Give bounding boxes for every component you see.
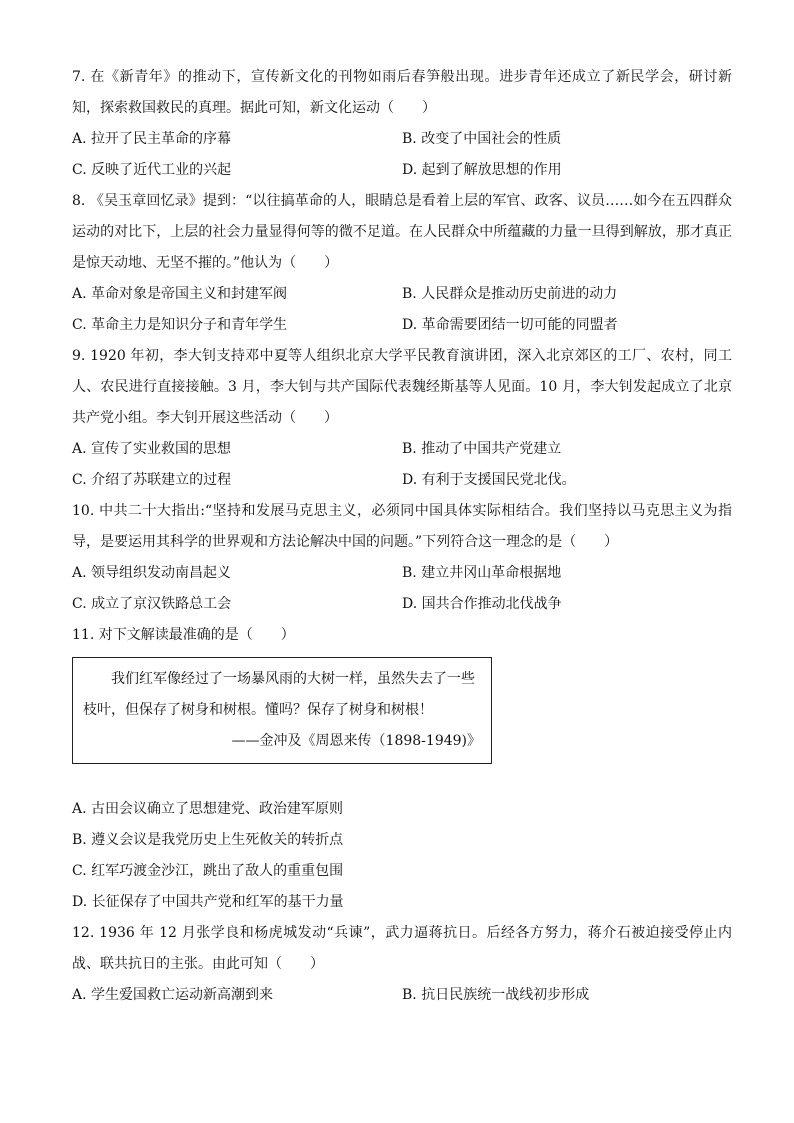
option-a: A. 革命对象是帝国主义和封建军阀	[72, 286, 288, 302]
quote-text: 我们红军像经过了一场暴风雨的大树一样，虽然失去了一些枝叶，但保存了树身和树根。懂吗？保存了树身和树根！	[83, 671, 475, 718]
option-d: D. 国共合作推动北伐战争	[402, 596, 562, 612]
question-9	[72, 341, 732, 496]
option-c: C. 反映了近代工业的兴起	[72, 162, 232, 178]
option-list	[72, 980, 732, 1011]
quote-source: ——金冲及《周恩来传（1898-1949)》	[231, 733, 481, 749]
option-list	[72, 794, 732, 918]
option-b: B. 改变了中国社会的性质	[402, 131, 562, 147]
question-11	[72, 620, 732, 918]
question-stem: 9. 1920 年初，李大钊支持邓中夏等人组织北京大学平民教育演讲团，深入北京郊区的工厂、农村，同工人、农民进行直接接触。3 月，李大钊与共产国际代表魏经斯基等人见面。10 月，李大钊发起成立了北京共产党小组。李大钊开展这些活动（ ）	[72, 348, 732, 426]
option-c: C. 介绍了苏联建立的过程	[72, 472, 232, 488]
option-list	[72, 124, 732, 186]
option-c: C. 红军巧渡金沙江，跳出了敌人的重重包围	[72, 863, 344, 879]
option-c: C. 成立了京汉铁路总工会	[72, 596, 232, 612]
option-b: B. 人民群众是推动历史前进的动力	[402, 286, 618, 302]
option-a: A. 古田会议确立了思想建党、政治建军原则	[72, 801, 344, 817]
option-a: A. 拉开了民主革命的序幕	[72, 131, 232, 147]
question-12	[72, 918, 732, 1011]
option-d: D. 有利于支援国民党北伐。	[402, 472, 576, 488]
question-stem: 12. 1936 年 12 月张学良和杨虎城发动“兵谏”，武力逼蒋抗日。后经各方努力，蒋介石被迫接受停止内战、联共抗日的主张。由此可知（ ）	[72, 925, 732, 972]
question-stem: 11. 对下文解读最准确的是（ ）	[72, 627, 295, 643]
option-a: A. 学生爱国救亡运动新高潮到来	[72, 987, 274, 1003]
option-d: D. 革命需要团结一切可能的同盟者	[402, 317, 618, 333]
quote-box	[72, 657, 492, 764]
option-b: B. 抗日民族统一战线初步形成	[402, 987, 590, 1003]
option-b: B. 遵义会议是我党历史上生死攸关的转折点	[72, 832, 344, 848]
question-stem: 7. 在《新青年》的推动下，宣传新文化的刊物如雨后春笋般出现。进步青年还成立了新民学会，研讨新知，探索救国救民的真理。据此可知，新文化运动（ ）	[72, 69, 732, 116]
question-7	[72, 62, 732, 186]
question-stem: 10. 中共二十大指出:“坚持和发展马克思主义，必须同中国具体实际相结合。我们坚持以马克思主义为指导，是要运用其科学的世界观和方法论解决中国的问题。”下列符合这一理念的是（ ）	[72, 503, 732, 550]
option-list	[72, 434, 732, 496]
option-d: D. 起到了解放思想的作用	[402, 162, 562, 178]
option-b: B. 建立井冈山革命根据地	[402, 565, 562, 581]
question-8	[72, 186, 732, 341]
exam-page	[72, 62, 732, 1011]
option-b: B. 推动了中国共产党建立	[402, 441, 562, 457]
option-d: D. 长征保存了中国共产党和红军的基干力量	[72, 894, 344, 910]
option-a: A. 领导组织发动南昌起义	[72, 565, 232, 581]
option-list	[72, 558, 732, 620]
question-10	[72, 496, 732, 620]
option-a: A. 宣传了实业救国的思想	[72, 441, 232, 457]
option-c: C. 革命主力是知识分子和青年学生	[72, 317, 288, 333]
option-list	[72, 279, 732, 341]
question-stem: 8. 《吴玉章回忆录》提到：“以往搞革命的人，眼睛总是看着上层的军官、政客、议员……如今在五四群众运动的对比下，上层的社会力量显得何等的微不足道。在人民群众中所蕴藏的力量一旦得到解放，那才真正是惊天动地、无坚不摧的。”他认为（ ）	[72, 193, 732, 271]
